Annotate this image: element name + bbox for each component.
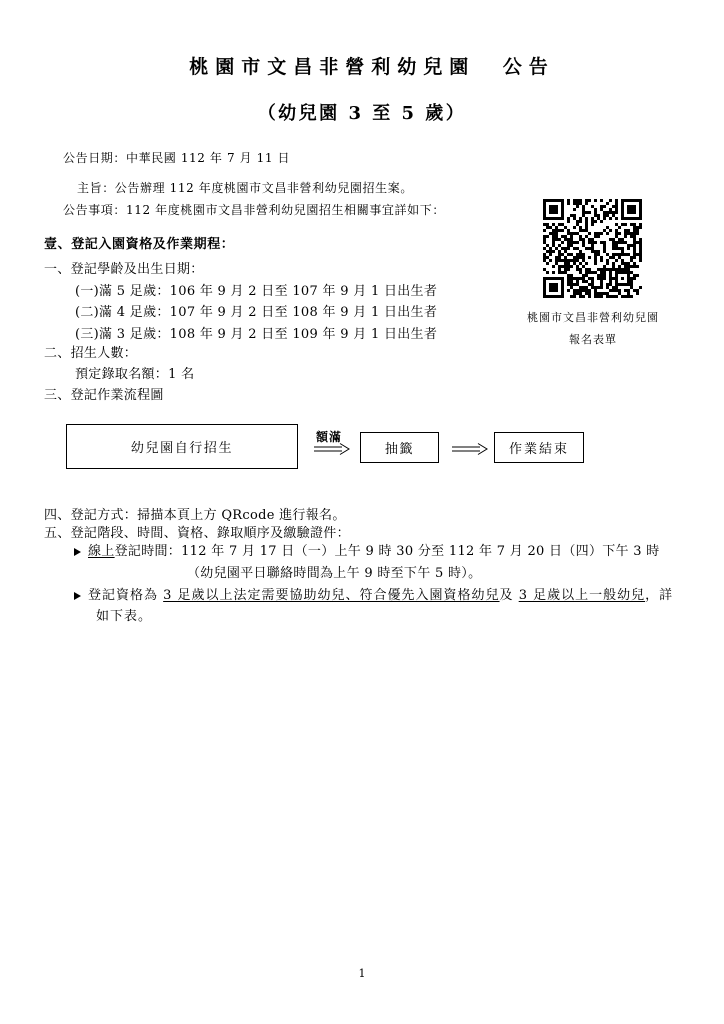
item-1-title: 一、登記學齡及出生日期： [44, 262, 204, 277]
announcement-subject: 主旨：公告辦理 112 年度桃園市文昌非營利幼兒園招生案。 [77, 181, 413, 195]
announcement-items-intro: 公告事項：112 年度桃園市文昌非營利幼兒園招生相關事宜詳如下： [63, 203, 445, 217]
flow-step-self-enrollment-label: 幼兒園自行招生 [130, 441, 234, 456]
eligibility-general-underlined: 3 足歲以上一般幼兒 [518, 588, 646, 603]
item-5-title: 五、登記階段、時間、資格、錄取順序及繳驗證件： [44, 526, 350, 541]
item-2-title: 二、招生人數： [44, 346, 138, 361]
qr-caption-form: 報名表單 [569, 333, 617, 346]
enrollment-quota: 預定錄取名額：1 名 [75, 367, 195, 382]
registration-time-line [88, 544, 660, 560]
document-subtitle: （幼兒園 3 至 5 歲） [257, 103, 467, 124]
item-3-title: 三、登記作業流程圖 [44, 388, 164, 403]
bullet-triangle-icon [74, 592, 81, 600]
flow-step-finished-label: 作業結束 [508, 442, 569, 457]
flow-arrow-label-full: 額滿 [316, 430, 343, 444]
eligibility-line [88, 588, 673, 604]
page-number: 1 [358, 967, 366, 980]
bullet-triangle-icon [74, 548, 81, 556]
contact-hours-note: （幼兒園平日聯絡時間為上午 9 時至下午 5 時）。 [187, 566, 482, 581]
item-4-title: 四、登記方式：掃描本頁上方 QRcode 進行報名。 [44, 508, 346, 523]
section-heading: 壹、登記入園資格及作業期程： [44, 237, 235, 252]
qr-code-icon [543, 199, 642, 298]
flow-step-lottery-label: 抽籤 [384, 442, 415, 457]
online-underlined-text: 線上 [88, 544, 115, 559]
registration-time-text: 登記時間：112 年 7 月 17 日（一）上午 9 時 30 分至 112 年 7 月 20 日（四）下午 3 時 [114, 544, 660, 559]
age-line-4: (二)滿 4 足歲：107 年 9 月 2 日至 108 年 9 月 1 日出生者 [75, 305, 438, 320]
announcement-date: 公告日期：中華民國 112 年 7 月 11 日 [63, 151, 291, 165]
eligibility-text-2: 及 [499, 588, 519, 603]
eligibility-text-3: ，詳 [645, 588, 674, 603]
flow-step-self-enrollment [66, 424, 298, 469]
flow-step-lottery [360, 432, 439, 463]
flow-arrow-icon [451, 442, 489, 456]
document-title: 桃園市文昌非營利幼兒園 公告 [189, 56, 555, 78]
age-line-3: (三)滿 3 足歲：108 年 9 月 2 日至 109 年 9 月 1 日出生者 [75, 327, 438, 342]
age-line-5: (一)滿 5 足歲：106 年 9 月 2 日至 107 年 9 月 1 日出生者 [75, 284, 438, 299]
flow-arrow-icon [313, 442, 351, 456]
flow-step-finished [494, 432, 584, 463]
qr-caption-school: 桃園市文昌非營利幼兒園 [527, 311, 659, 324]
eligibility-text-1: 登記資格為 [88, 588, 164, 603]
eligibility-priority-underlined: 3 足歲以上法定需要協助幼兒、符合優先入園資格幼兒 [163, 588, 500, 603]
eligibility-line-continued: 如下表。 [96, 609, 153, 624]
